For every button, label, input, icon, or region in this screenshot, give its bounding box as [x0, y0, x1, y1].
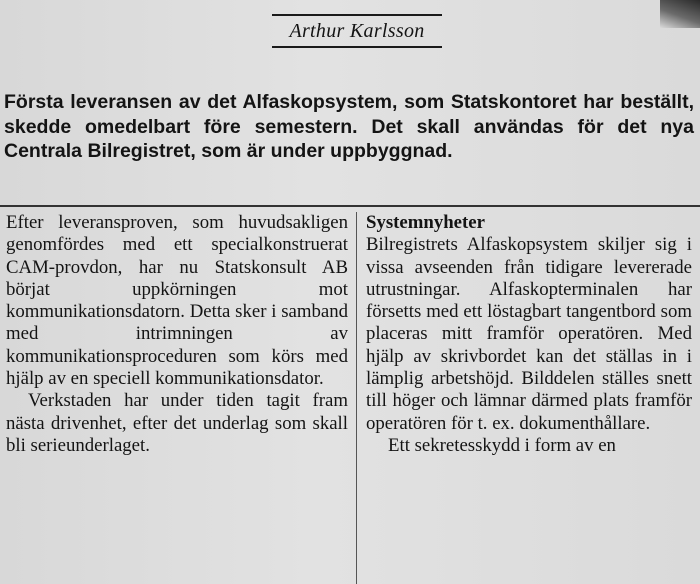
right-column	[366, 212, 692, 457]
left-paragraph-2: Verkstaden har under tiden tagit fram nästa drivenhet, efter det underlag som skall bli serieunderlaget.	[6, 390, 348, 456]
page-corner-shadow	[660, 0, 700, 28]
left-paragraph-1: Efter leveransproven, som huvudsakligen genomfördes med ett specialkonstruerat CAM-provdon, har nu Statskonsult AB börjat uppkörningen mot kommunikationsdatorn. Detta sker i samband med intrimningen av kommunikationsproceduren som körs med hjälp av en speciell kommunikationsdator.	[6, 212, 348, 390]
column-divider	[356, 212, 357, 584]
left-column	[6, 212, 348, 457]
right-paragraph-2: Ett sekretesskydd i form av en	[388, 434, 616, 456]
section-subheading: Systemnyheter	[366, 212, 485, 233]
byline-box	[272, 14, 442, 48]
right-paragraph-1: Bilregistrets Alfaskopsystem skiljer sig i vissa avseenden från tidigare levererade utrustningar. Alfaskopterminalen har försetts med ett löstagbart tangentbord som placeras mitt framför operatören. Med hjälp av skrivbordet kan det ställas in i lämplig arbetshöjd. Bilddelen ställes snett till höger och lämnar därmed plats framför operatören för t. ex. dokumenthållare.	[366, 234, 692, 434]
author-byline: Arthur Karlsson	[289, 19, 425, 42]
column-top-rule	[0, 205, 700, 207]
article-ingress: Första leveransen av det Alfaskopsystem, som Statskontoret har beställt, skedde omedelbart före semestern. Det skall användas för det nya Centrala Bilregistret, som är under uppbyggnad.	[4, 91, 694, 162]
